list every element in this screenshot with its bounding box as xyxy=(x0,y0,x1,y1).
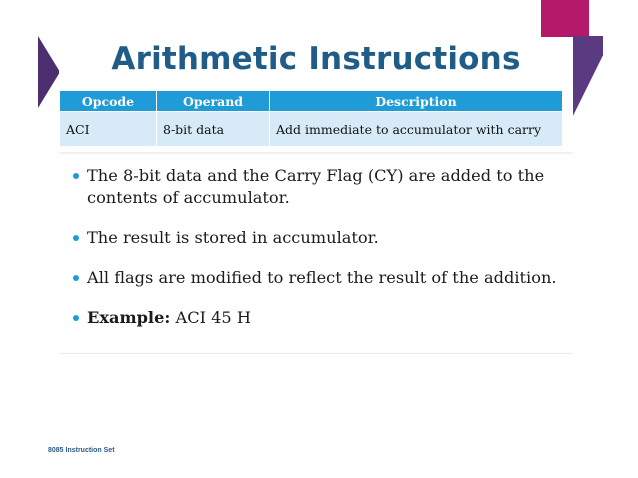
cell-opcode: ACI xyxy=(60,112,157,147)
bullet-list xyxy=(73,165,565,347)
cell-operand: 8-bit data xyxy=(157,112,270,147)
bullet-item xyxy=(73,227,565,249)
bullet-dot-icon xyxy=(73,235,79,241)
bullet-item xyxy=(73,267,565,289)
left-decoration-triangle xyxy=(38,36,60,108)
table-header-row xyxy=(60,91,563,112)
header-opcode: Opcode xyxy=(60,91,157,112)
bullet-dot-icon xyxy=(73,315,79,321)
divider xyxy=(59,152,573,154)
cell-description: Add immediate to accumulator with carry xyxy=(270,112,563,147)
footer-text: 8085 Instruction Set xyxy=(48,447,115,454)
table-row xyxy=(60,112,563,147)
example-label: Example: xyxy=(87,308,171,327)
header-operand: Operand xyxy=(157,91,270,112)
header-description: Description xyxy=(270,91,563,112)
bullet-dot-icon xyxy=(73,275,79,281)
slide-content-panel xyxy=(59,37,573,354)
bullet-text: All flags are modified to reflect the result of the addition. xyxy=(87,268,557,287)
example-text: ACI 45 H xyxy=(170,308,251,327)
slide-title: Arithmetic Instructions xyxy=(111,41,521,77)
bullet-item xyxy=(73,307,565,329)
bullet-item xyxy=(73,165,565,209)
bullet-text: The 8-bit data and the Carry Flag (CY) are added to the contents of accumulator. xyxy=(87,166,545,207)
bullet-dot-icon xyxy=(73,173,79,179)
instruction-table xyxy=(59,90,563,147)
bullet-text: The result is stored in accumulator. xyxy=(87,228,379,247)
